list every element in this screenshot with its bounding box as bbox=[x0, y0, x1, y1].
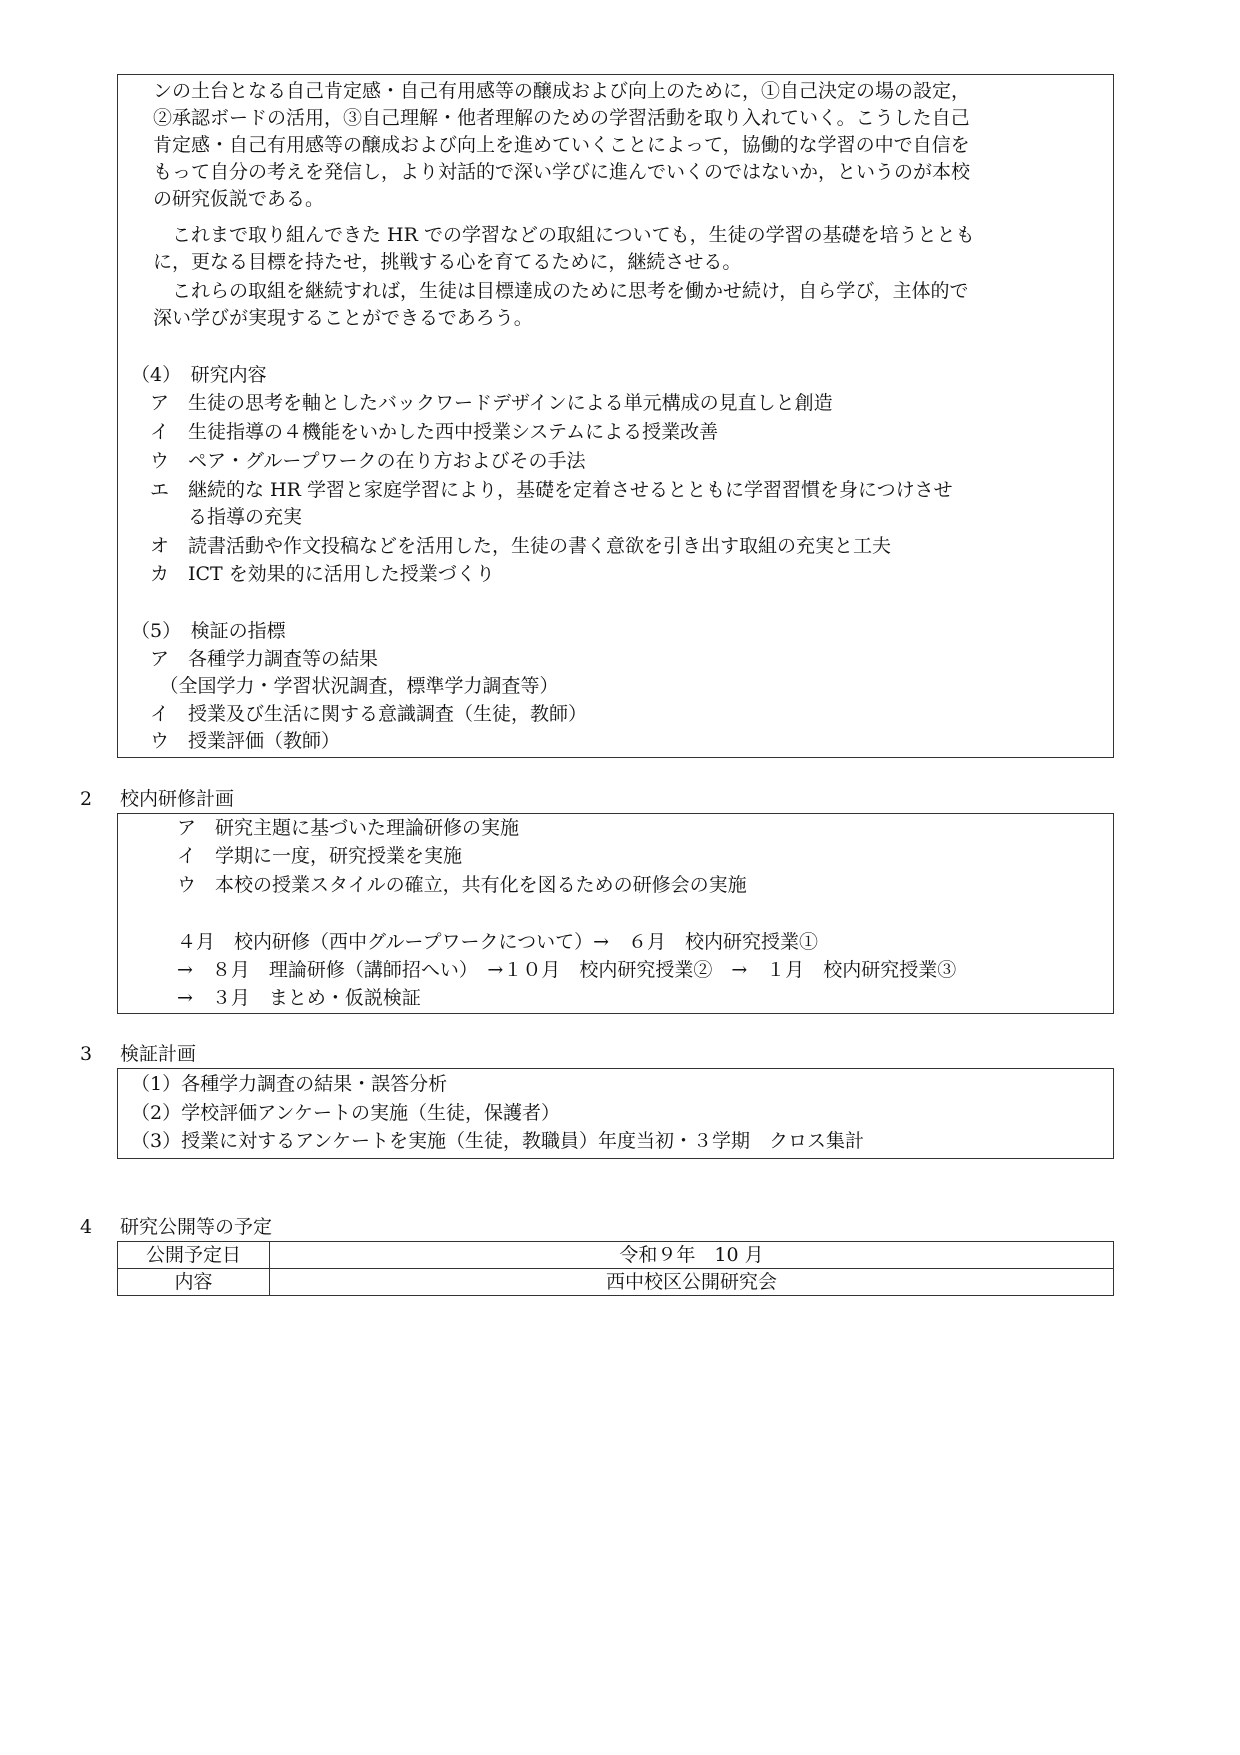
section-2-number: 2 bbox=[80, 788, 93, 810]
schedule-line: ４月 校内研修（西中グループワークについて）→ ６月 校内研究授業① bbox=[177, 931, 819, 953]
box1-line: イ 授業及び生活に関する意識調査（生徒，教師） bbox=[131, 703, 588, 725]
subsection-heading-5: （5） 検証の指標 bbox=[131, 620, 286, 642]
box1-line: 肯定感・自己有用感等の醸成および向上を進めていくことによって，協働的な学習の中で自信を bbox=[153, 134, 970, 156]
box1-line: これらの取組を継続すれば，生徒は目標達成のために思考を働かせ続け，自ら学び，主体的で bbox=[153, 280, 969, 302]
schedule-date-label: 公開予定日 bbox=[118, 1242, 270, 1269]
box1-line: に，更なる目標を持たせ，挑戦する心を育てるために，継続させる。 bbox=[153, 251, 742, 273]
section-3-title: 検証計画 bbox=[120, 1043, 197, 1065]
box1-line: ア 生徒の思考を軸としたバックワードデザインによる単元構成の見直しと創造 bbox=[131, 392, 833, 414]
box1-line: （全国学力・学習状況調査，標準学力調査等） bbox=[131, 675, 559, 697]
schedule-date-value: 令和９年 10 月 bbox=[270, 1242, 1114, 1269]
section-2-heading bbox=[80, 787, 234, 811]
box1-line: カ ICT を効果的に活用した授業づくり bbox=[131, 563, 495, 585]
verification-item: （3）授業に対するアンケートを実施（生徒，教職員）年度当初・３学期 クロス集計 bbox=[131, 1130, 864, 1152]
section-4-title: 研究公開等の予定 bbox=[120, 1216, 273, 1238]
section-2-title: 校内研修計画 bbox=[120, 788, 235, 810]
box1-line: イ 生徒指導の４機能をいかした西中授業システムによる授業改善 bbox=[131, 421, 719, 443]
box1-line: 深い学びが実現することができるであろう。 bbox=[153, 307, 533, 329]
verification-item: （1）各種学力調査の結果・誤答分析 bbox=[131, 1073, 448, 1095]
box1-line: ②承認ボードの活用，③自己理解・他者理解のための学習活動を取り入れていく。こうした自己 bbox=[153, 107, 970, 129]
verification-item: （2）学校評価アンケートの実施（生徒，保護者） bbox=[131, 1102, 560, 1124]
schedule-line: → ３月 まとめ・仮説検証 bbox=[177, 987, 421, 1009]
verification-plan-box bbox=[117, 1068, 1114, 1159]
box1-line: の研究仮説である。 bbox=[153, 188, 325, 210]
box1-line: ア 各種学力調査等の結果 bbox=[131, 648, 379, 670]
box1-line: オ 読書活動や作文投稿などを活用した，生徒の書く意欲を引き出す取組の充実と工夫 bbox=[131, 535, 892, 557]
box1-line: エ 継続的な HR 学習と家庭学習により，基礎を定着させるとともに学習習慣を身につけさせ bbox=[131, 479, 953, 501]
table-row bbox=[118, 1242, 1114, 1269]
publication-schedule-table bbox=[117, 1241, 1114, 1296]
table-row bbox=[118, 1269, 1114, 1296]
training-item: ウ 本校の授業スタイルの確立，共有化を図るための研修会の実施 bbox=[177, 874, 747, 896]
box1-line: もって自分の考えを発信し，より対話的で深い学びに進んでいくのではないか，というのが本校 bbox=[153, 161, 971, 183]
schedule-line: → ８月 理論研修（講師招へい） →１０月 校内研究授業② → １月 校内研究授業③ bbox=[177, 959, 957, 981]
subsection-heading-4: （4） 研究内容 bbox=[131, 364, 267, 386]
training-plan-box bbox=[117, 813, 1114, 1014]
box1-line: これまで取り組んできた HR での学習などの取組についても，生徒の学習の基礎を培うととも bbox=[153, 224, 975, 246]
schedule-content-label: 内容 bbox=[118, 1269, 270, 1296]
box1-line: る指導の充実 bbox=[131, 506, 303, 528]
training-item: イ 学期に一度，研究授業を実施 bbox=[177, 845, 463, 867]
section-3-number: 3 bbox=[80, 1043, 93, 1065]
box1-line: ウ ペア・グループワークの在り方およびその手法 bbox=[131, 450, 586, 472]
section-4-number: 4 bbox=[80, 1216, 93, 1238]
schedule-content-value: 西中校区公開研究会 bbox=[270, 1269, 1114, 1296]
box1-line: ウ 授業評価（教師） bbox=[131, 730, 341, 752]
research-summary-box bbox=[117, 74, 1114, 758]
section-4-heading bbox=[80, 1215, 272, 1239]
section-3-heading bbox=[80, 1042, 196, 1066]
training-item: ア 研究主題に基づいた理論研修の実施 bbox=[177, 817, 520, 839]
box1-line: ンの土台となる自己肯定感・自己有用感等の醸成および向上のために，①自己決定の場の設定， bbox=[153, 80, 971, 102]
